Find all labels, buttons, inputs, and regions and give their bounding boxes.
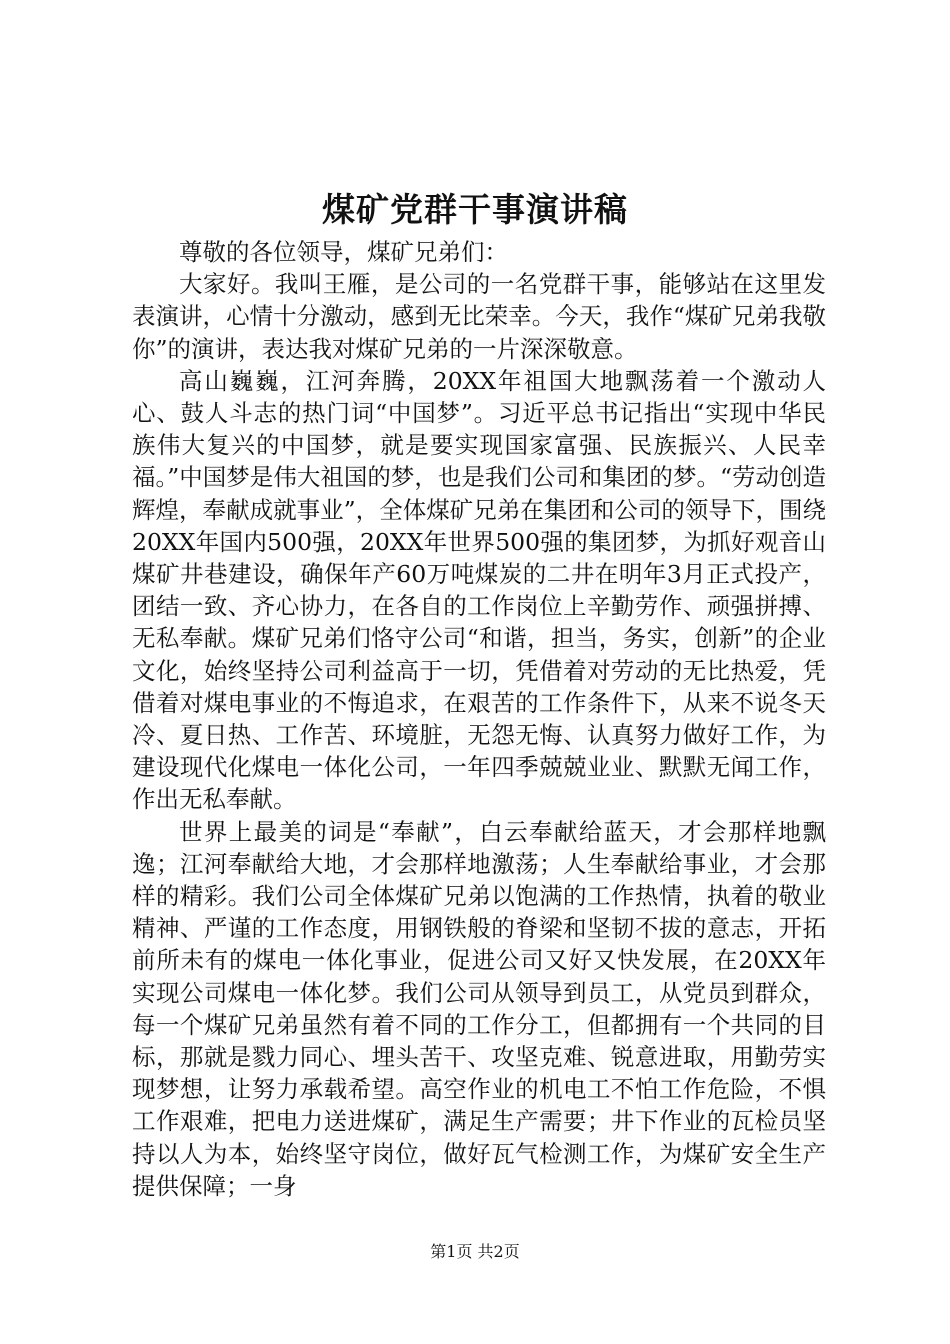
body-paragraph: 世界上最美的词是“奉献”，白云奉献给蓝天，才会那样地飘逸；江河奉献给大地，才会那样地激荡；人生奉献给事业，才会那样的精彩。我们公司全体煤矿兄弟以饱满的工作热情，执着的敬业精神、严谨的工作态度，用钢铁般的脊梁和坚韧不拔的意志，开拓前所未有的煤电一体化事业，促进公司又好又快发展，在20XX年实现公司煤电一体化梦。我们公司从领导到员工，从党员到群众，每一个煤矿兄弟虽然有着不同的工作分工，但都拥有一个共同的目标，那就是戮力同心、埋头苦干、攻坚克难、锐意进取，用勤劳实现梦想，让努力承载希望。高空作业的机电工不怕工作危险，不惧工作艰难，把电力送进煤矿，满足生产需要；井下作业的瓦检员坚持以人为本，始终坚守岗位，做好瓦气检测工作，为煤矿安全生产提供保障；一身 — [132, 817, 826, 1200]
document-body — [132, 236, 826, 1202]
body-paragraph: 大家好。我叫王雁，是公司的一名党群干事，能够站在这里发表演讲，心情十分激动，感到无比荣幸。今天，我作“煤矿兄弟我敬你”的演讲，表达我对煤矿兄弟的一片深深敬意。 — [132, 270, 826, 363]
document-title: 煤矿党群干事演讲稿 — [322, 190, 628, 229]
salutation-paragraph: 尊敬的各位领导，煤矿兄弟们： — [179, 238, 508, 266]
page-footer: 第1页 共2页 — [430, 1242, 520, 1261]
body-paragraph: 高山巍巍，江河奔腾，20XX年祖国大地飘荡着一个激动人心、鼓人斗志的热门词“中国梦”。习近平总书记指出“实现中华民族伟大复兴的中国梦，就是要实现国家富强、民族振兴、人民幸福。”中国梦是伟大祖国的梦，也是我们公司和集团的梦。“劳动创造辉煌，奉献成就事业”，全体煤矿兄弟在集团和公司的领导下，围绕20XX年国内500强，20XX年世界500强的集团梦，为抓好观音山煤矿井巷建设，确保年产60万吨煤炭的二井在明年3月正式投产，团结一致、齐心协力，在各自的工作岗位上辛勤劳作、顽强拼搏、无私奉献。煤矿兄弟们恪守公司“和谐，担当，务实，创新”的企业文化，始终坚持公司利益高于一切，凭借着对劳动的无比热爱，凭借着对煤电事业的不悔追求，在艰苦的工作条件下，从来不说冬天冷、夏日热、工作苦、环境脏，无怨无悔、认真努力做好工作，为建设现代化煤电一体化公司，一年四季兢兢业业、默默无闻工作，作出无私奉献。 — [132, 366, 826, 814]
